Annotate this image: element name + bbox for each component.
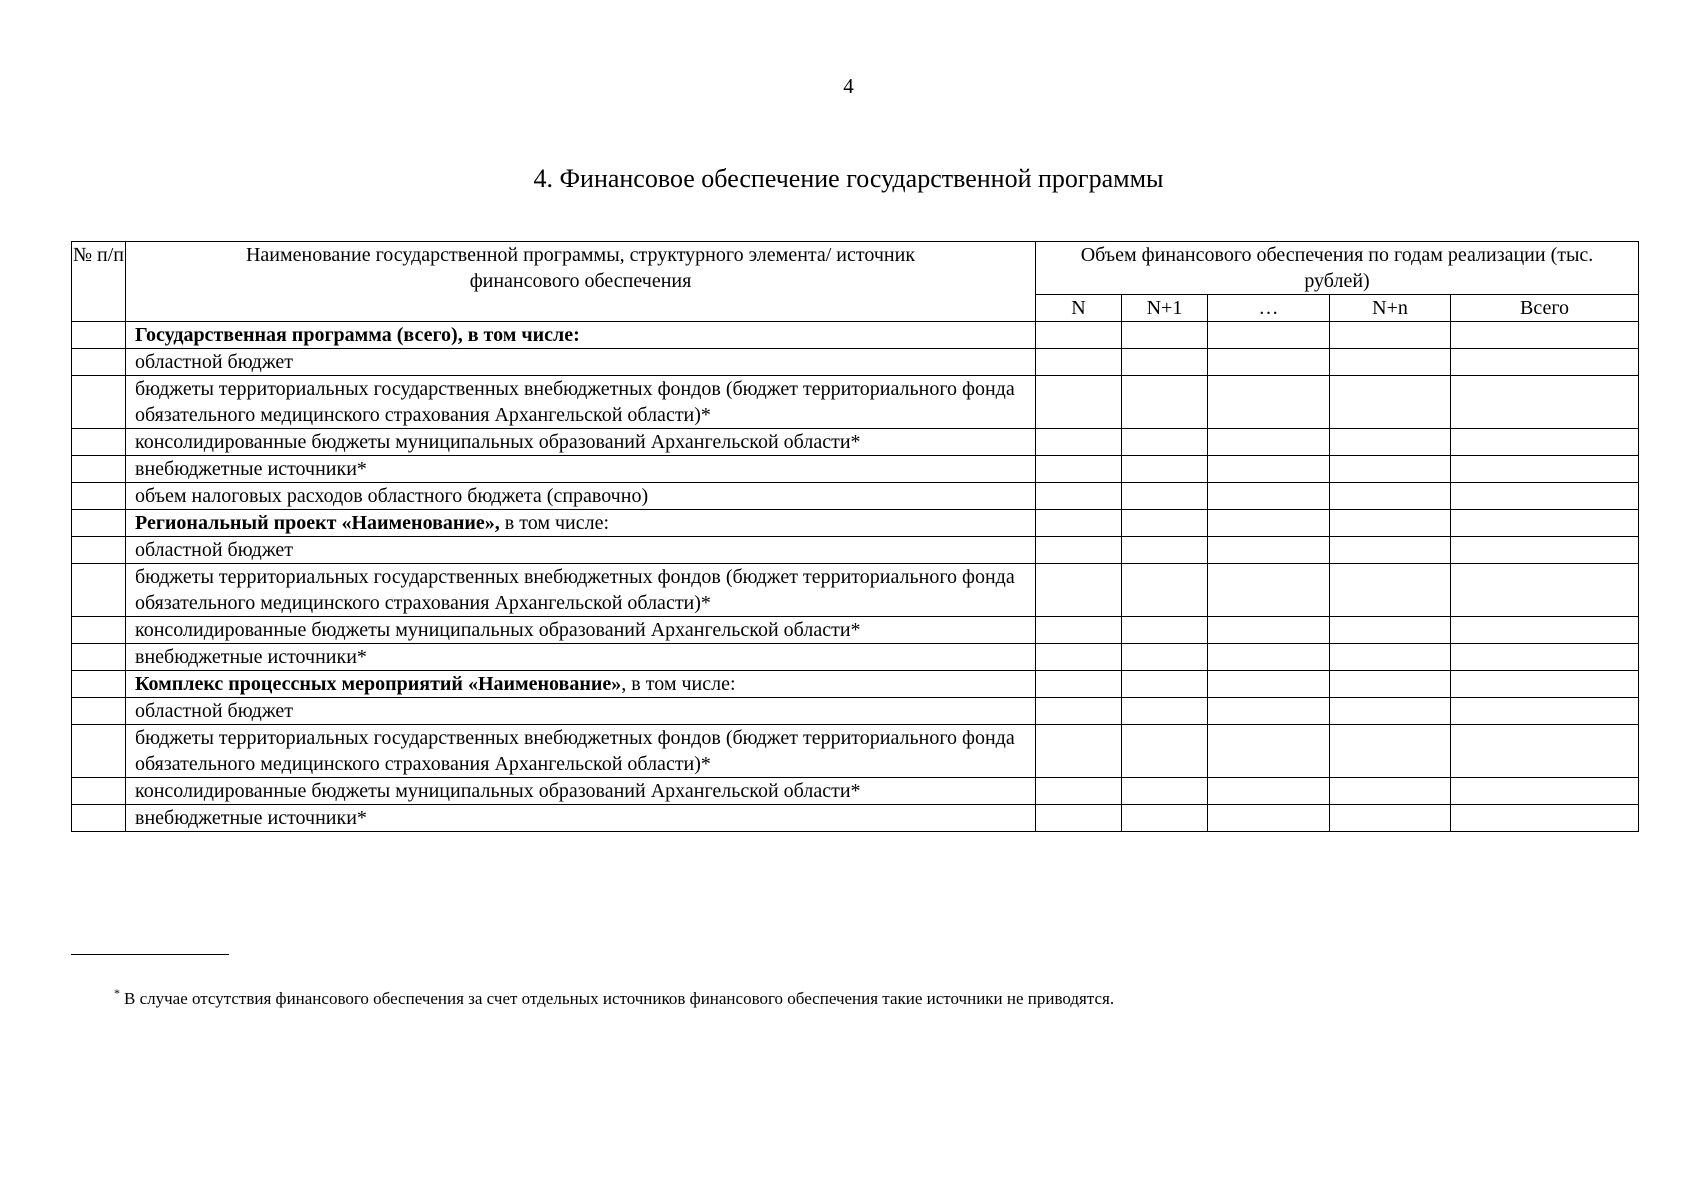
row-name-cell xyxy=(126,805,1036,832)
row-value-cell xyxy=(1036,322,1122,349)
row-value-cell xyxy=(1036,778,1122,805)
row-value-cell xyxy=(1122,429,1208,456)
row-value-cell xyxy=(1208,322,1330,349)
row-value-cell xyxy=(1208,671,1330,698)
header-number: № п/п xyxy=(72,242,126,322)
row-value-cell xyxy=(1122,456,1208,483)
table-row xyxy=(72,564,1639,617)
table-row xyxy=(72,778,1639,805)
header-volume: Объем финансового обеспечения по годам реализации (тыс. рублей) xyxy=(1036,242,1639,295)
row-number-cell xyxy=(72,725,126,778)
footnote-text: В случае отсутствия финансового обеспечения за счет отдельных источников финансового обеспечения такие источники не приводятся. xyxy=(124,989,1115,1008)
row-value-cell xyxy=(1122,671,1208,698)
row-value-cell xyxy=(1330,483,1451,510)
row-number-cell xyxy=(72,322,126,349)
row-value-cell xyxy=(1451,725,1639,778)
row-name-text: объем налоговых расходов областного бюджета (справочно) xyxy=(135,485,649,507)
table-row xyxy=(72,644,1639,671)
row-name-bold: Комплекс процессных мероприятий «Наименование» xyxy=(135,673,622,695)
row-number-cell xyxy=(72,349,126,376)
row-name-cell xyxy=(126,376,1036,429)
row-number-cell xyxy=(72,456,126,483)
row-number-cell xyxy=(72,778,126,805)
row-name-text: бюджеты территориальных государственных внебюджетных фондов (бюджет территориального фонда обязательного медицинского страхования Архангельской области)* xyxy=(135,378,1015,426)
section-title: 4. Финансовое обеспечение государственной программы xyxy=(533,164,1164,193)
table-row xyxy=(72,698,1639,725)
row-value-cell xyxy=(1208,456,1330,483)
row-value-cell xyxy=(1451,698,1639,725)
row-value-cell xyxy=(1208,698,1330,725)
row-value-cell xyxy=(1451,456,1639,483)
row-value-cell xyxy=(1451,617,1639,644)
row-value-cell xyxy=(1208,429,1330,456)
row-name-cell xyxy=(126,456,1036,483)
row-value-cell xyxy=(1451,671,1639,698)
row-value-cell xyxy=(1208,483,1330,510)
row-value-cell xyxy=(1330,617,1451,644)
row-value-cell xyxy=(1208,510,1330,537)
row-value-cell xyxy=(1122,537,1208,564)
table-row xyxy=(72,376,1639,429)
row-value-cell xyxy=(1208,376,1330,429)
row-name-cell xyxy=(126,644,1036,671)
row-name-text: областной бюджет xyxy=(135,700,294,722)
row-value-cell xyxy=(1208,564,1330,617)
row-name-cell xyxy=(126,778,1036,805)
row-name-cell xyxy=(126,349,1036,376)
row-number-cell xyxy=(72,617,126,644)
row-value-cell xyxy=(1330,376,1451,429)
row-value-cell xyxy=(1036,805,1122,832)
row-value-cell xyxy=(1036,456,1122,483)
footnote-divider xyxy=(71,954,229,955)
row-value-cell xyxy=(1330,456,1451,483)
row-value-cell xyxy=(1451,644,1639,671)
row-value-cell xyxy=(1036,510,1122,537)
row-value-cell xyxy=(1122,510,1208,537)
row-number-cell xyxy=(72,698,126,725)
row-name-cell xyxy=(126,322,1036,349)
row-name-text: в том числе: xyxy=(499,512,610,534)
row-value-cell xyxy=(1330,805,1451,832)
table-row xyxy=(72,322,1639,349)
table-row xyxy=(72,349,1639,376)
row-value-cell xyxy=(1330,429,1451,456)
row-value-cell xyxy=(1036,698,1122,725)
table-row xyxy=(72,671,1639,698)
table-body xyxy=(72,322,1639,832)
header-year-nn: N+n xyxy=(1330,295,1451,322)
row-value-cell xyxy=(1036,564,1122,617)
row-name-text: внебюджетные источники* xyxy=(135,807,367,829)
row-name-cell xyxy=(126,564,1036,617)
row-name-cell xyxy=(126,671,1036,698)
table-row xyxy=(72,537,1639,564)
row-number-cell xyxy=(72,644,126,671)
row-value-cell xyxy=(1208,644,1330,671)
row-name-cell xyxy=(126,617,1036,644)
row-value-cell xyxy=(1451,429,1639,456)
table-row xyxy=(72,617,1639,644)
financing-table xyxy=(71,241,1639,832)
row-value-cell xyxy=(1330,537,1451,564)
row-value-cell xyxy=(1330,698,1451,725)
header-year-ellipsis: … xyxy=(1208,295,1330,322)
row-number-cell xyxy=(72,564,126,617)
row-value-cell xyxy=(1451,483,1639,510)
row-value-cell xyxy=(1122,778,1208,805)
row-value-cell xyxy=(1330,671,1451,698)
row-value-cell xyxy=(1451,805,1639,832)
header-total: Всего xyxy=(1451,295,1639,322)
row-value-cell xyxy=(1122,617,1208,644)
table-row xyxy=(72,725,1639,778)
row-value-cell xyxy=(1122,644,1208,671)
row-value-cell xyxy=(1330,349,1451,376)
header-year-n: N xyxy=(1036,295,1122,322)
header-year-n1: N+1 xyxy=(1122,295,1208,322)
row-name-bold: Региональный проект «Наименование», xyxy=(135,512,500,534)
row-value-cell xyxy=(1036,429,1122,456)
row-value-cell xyxy=(1122,376,1208,429)
row-value-cell xyxy=(1036,617,1122,644)
row-value-cell xyxy=(1122,564,1208,617)
row-value-cell xyxy=(1036,725,1122,778)
row-value-cell xyxy=(1451,510,1639,537)
row-name-cell xyxy=(126,537,1036,564)
row-value-cell xyxy=(1036,537,1122,564)
row-value-cell xyxy=(1451,778,1639,805)
row-value-cell xyxy=(1036,376,1122,429)
row-number-cell xyxy=(72,537,126,564)
row-number-cell xyxy=(72,429,126,456)
header-name: Наименование государственной программы, структурного элемента/ источник финансового обеспечения xyxy=(126,242,1036,322)
row-name-cell xyxy=(126,698,1036,725)
row-value-cell xyxy=(1451,564,1639,617)
row-value-cell xyxy=(1036,671,1122,698)
row-value-cell xyxy=(1330,564,1451,617)
row-number-cell xyxy=(72,805,126,832)
row-name-text: бюджеты территориальных государственных внебюджетных фондов (бюджет территориального фонда обязательного медицинского страхования Архангельской области)* xyxy=(135,727,1015,775)
row-value-cell xyxy=(1122,349,1208,376)
row-number-cell xyxy=(72,671,126,698)
row-number-cell xyxy=(72,483,126,510)
row-number-cell xyxy=(72,510,126,537)
row-value-cell xyxy=(1330,725,1451,778)
row-value-cell xyxy=(1330,510,1451,537)
row-value-cell xyxy=(1036,349,1122,376)
row-value-cell xyxy=(1451,322,1639,349)
row-name-text: , в том числе: xyxy=(621,673,736,695)
table-row xyxy=(72,456,1639,483)
row-name-cell xyxy=(126,483,1036,510)
row-value-cell xyxy=(1036,644,1122,671)
row-value-cell xyxy=(1208,537,1330,564)
row-name-text: консолидированные бюджеты муниципальных образований Архангельской области* xyxy=(135,619,861,641)
row-name-text: внебюджетные источники* xyxy=(135,646,367,668)
row-value-cell xyxy=(1122,322,1208,349)
row-name-bold: Государственная программа (всего), в том числе: xyxy=(135,324,580,346)
table-row xyxy=(72,805,1639,832)
row-value-cell xyxy=(1122,483,1208,510)
row-value-cell xyxy=(1451,537,1639,564)
row-value-cell xyxy=(1330,778,1451,805)
row-value-cell xyxy=(1122,805,1208,832)
row-value-cell xyxy=(1036,483,1122,510)
row-number-cell xyxy=(72,376,126,429)
row-value-cell xyxy=(1451,349,1639,376)
row-name-text: областной бюджет xyxy=(135,539,294,561)
row-name-text: консолидированные бюджеты муниципальных образований Архангельской области* xyxy=(135,431,861,453)
row-value-cell xyxy=(1451,376,1639,429)
table-row xyxy=(72,483,1639,510)
page-number: 4 xyxy=(843,74,854,98)
row-name-text: бюджеты территориальных государственных внебюджетных фондов (бюджет территориального фонда обязательного медицинского страхования Архангельской области)* xyxy=(135,566,1015,614)
row-value-cell xyxy=(1208,725,1330,778)
row-value-cell xyxy=(1330,644,1451,671)
row-value-cell xyxy=(1122,725,1208,778)
row-value-cell xyxy=(1122,698,1208,725)
table-row xyxy=(72,429,1639,456)
row-value-cell xyxy=(1208,778,1330,805)
row-value-cell xyxy=(1208,349,1330,376)
footnote-marker: * xyxy=(114,986,120,1000)
row-name-cell xyxy=(126,429,1036,456)
row-name-cell xyxy=(126,725,1036,778)
row-value-cell xyxy=(1208,805,1330,832)
row-value-cell xyxy=(1330,322,1451,349)
row-name-cell xyxy=(126,510,1036,537)
row-name-text: внебюджетные источники* xyxy=(135,458,367,480)
footnote xyxy=(114,986,1114,1009)
row-name-text: консолидированные бюджеты муниципальных образований Архангельской области* xyxy=(135,780,861,802)
row-name-text: областной бюджет xyxy=(135,351,294,373)
table-row xyxy=(72,510,1639,537)
row-value-cell xyxy=(1208,617,1330,644)
